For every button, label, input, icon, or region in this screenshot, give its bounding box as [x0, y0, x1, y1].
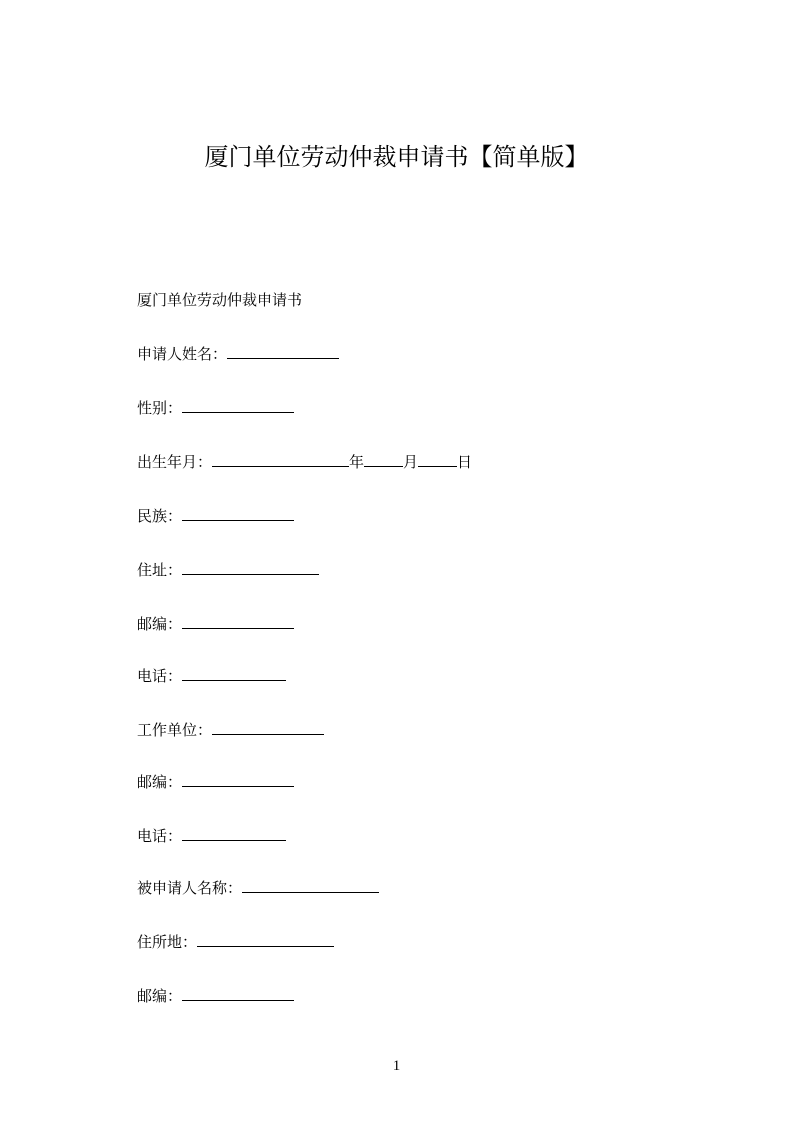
respondent-name-row [137, 877, 379, 899]
postcode-row-2 [137, 771, 294, 793]
birth-day-label: 日 [457, 453, 473, 471]
gender-blank[interactable] [182, 397, 294, 413]
residence-label: 住所地： [137, 933, 198, 951]
birth-day-blank[interactable] [418, 451, 457, 467]
applicant-name-row [137, 343, 339, 365]
applicant-name-blank[interactable] [227, 343, 339, 359]
postcode-label-1: 邮编： [137, 615, 183, 633]
birth-month-label: 月 [403, 453, 419, 471]
phone-row-2 [137, 825, 286, 847]
ethnicity-row [137, 505, 294, 527]
birth-row [137, 451, 472, 473]
postcode-label-3: 邮编： [137, 987, 183, 1005]
address-row [137, 559, 319, 581]
birth-month-blank[interactable] [364, 451, 403, 467]
form-heading: 厦门单位劳动仲裁申请书 [137, 291, 303, 309]
address-label: 住址： [137, 561, 183, 579]
gender-label: 性别： [137, 399, 183, 417]
postcode-label-2: 邮编： [137, 773, 183, 791]
gender-row [137, 397, 294, 419]
postcode-row-3 [137, 985, 294, 1007]
residence-row [137, 931, 334, 953]
postcode-blank-2[interactable] [182, 771, 294, 787]
birth-year-blank[interactable] [212, 451, 349, 467]
phone-label-2: 电话： [137, 827, 183, 845]
ethnicity-label: 民族： [137, 507, 183, 525]
residence-blank[interactable] [197, 931, 334, 947]
birth-label: 出生年月： [137, 453, 213, 471]
phone-label-1: 电话： [137, 667, 183, 685]
respondent-name-label: 被申请人名称： [137, 879, 243, 897]
respondent-name-blank[interactable] [242, 877, 379, 893]
applicant-name-label: 申请人姓名： [137, 345, 228, 363]
postcode-blank-3[interactable] [182, 985, 294, 1001]
birth-year-label: 年 [349, 453, 365, 471]
phone-row-1 [137, 665, 286, 687]
address-blank[interactable] [182, 559, 319, 575]
postcode-blank-1[interactable] [182, 613, 294, 629]
document-title: 厦门单位劳动仲裁申请书【简单版】 [204, 143, 589, 171]
phone-blank-2[interactable] [182, 825, 286, 841]
phone-blank-1[interactable] [182, 665, 286, 681]
work-unit-row [137, 719, 324, 741]
page-number: 1 [392, 1058, 401, 1074]
work-unit-blank[interactable] [212, 719, 324, 735]
ethnicity-blank[interactable] [182, 505, 294, 521]
postcode-row-1 [137, 613, 294, 635]
work-unit-label: 工作单位： [137, 721, 213, 739]
